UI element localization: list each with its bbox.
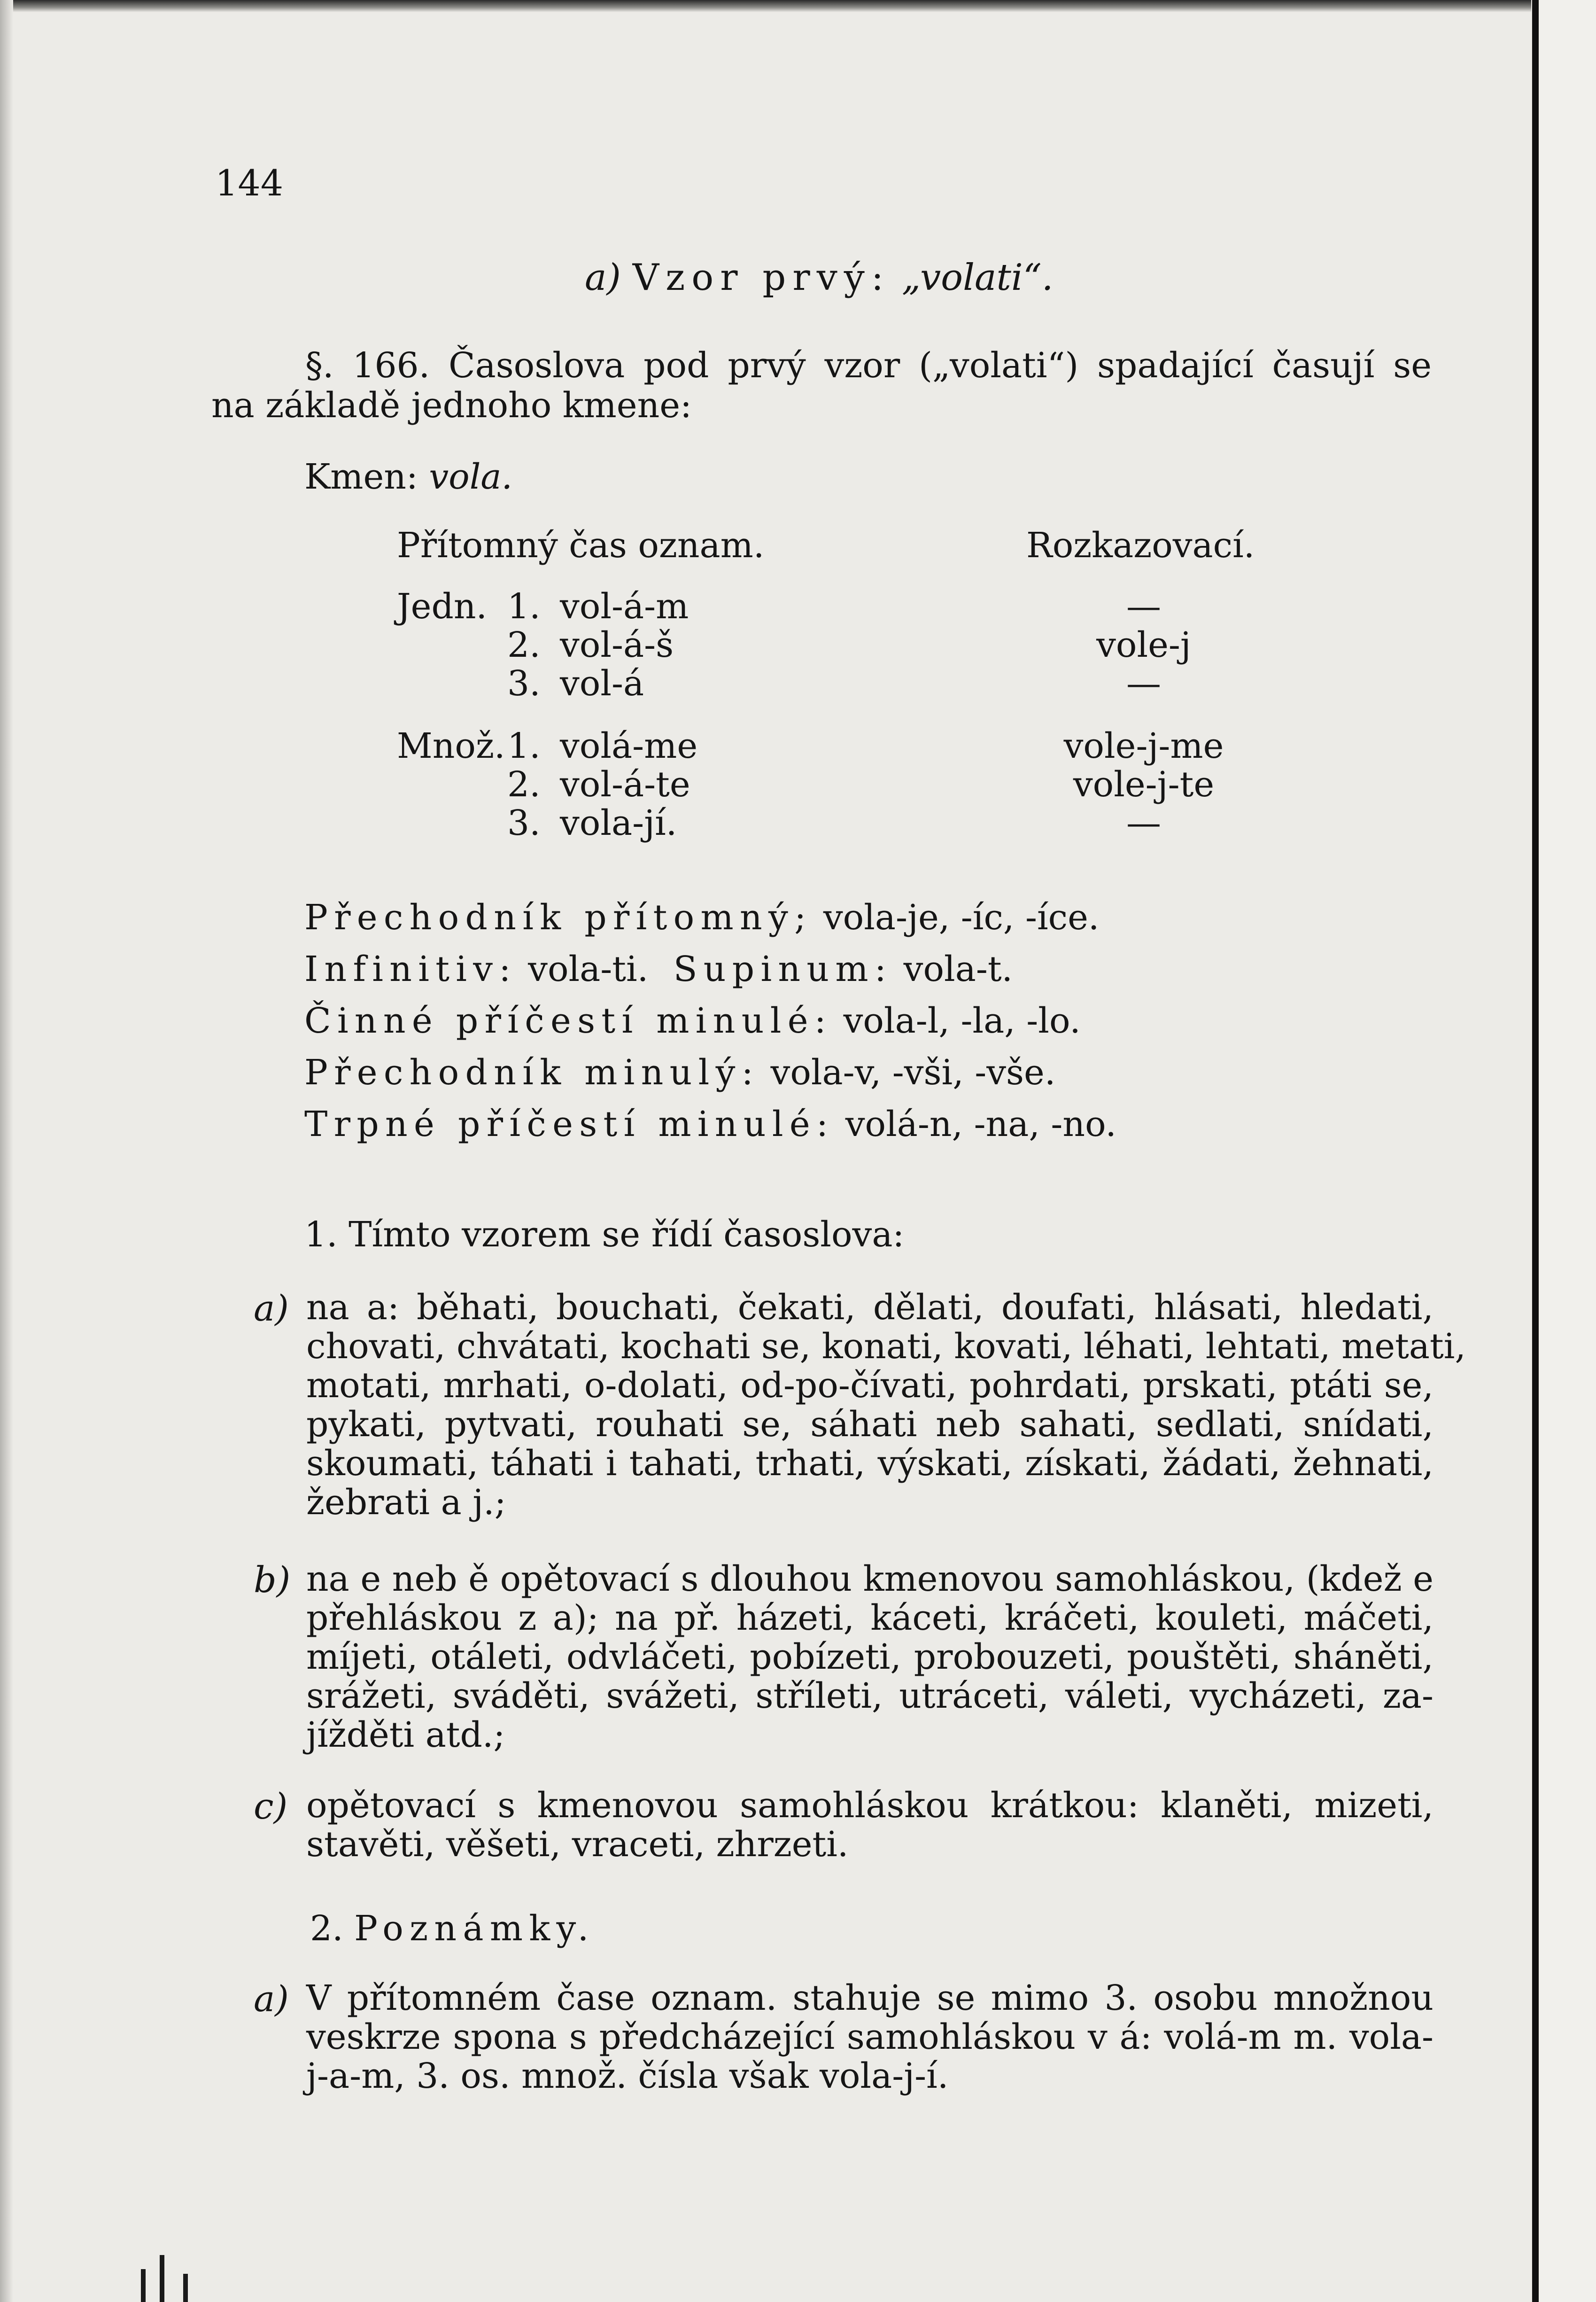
pl2-imperative: vole-j-te <box>1073 764 1215 805</box>
plural-label: Množ. <box>397 726 505 766</box>
item-marker: b) <box>254 1559 291 1601</box>
text-line: skoumati, táhati i tahati, trhati, výskati, získati, žádati, žehnati, <box>306 1443 1433 1484</box>
rule2-heading <box>310 1908 595 1949</box>
binding-marks <box>132 2246 225 2302</box>
heading-example: „volati“. <box>902 257 1054 299</box>
form-value: vola-l, -la, -lo. <box>843 1001 1081 1041</box>
form-label: Přechodník minulý: <box>304 1052 759 1093</box>
section-heading <box>585 257 1054 299</box>
text-line: pykati, pytvati, rouhati se, sáhati neb sahati, sedlati, snídati, <box>306 1404 1433 1445</box>
heading-label: a) <box>585 257 621 299</box>
form-row <box>304 949 1013 989</box>
page-margin-right <box>1539 0 1596 2302</box>
singular-label: Jedn. <box>397 586 488 627</box>
rule2-title: Poznámky. <box>354 1908 595 1949</box>
sg2-present: vol-á-š <box>560 625 674 665</box>
sg3-imperative: — <box>1126 663 1161 704</box>
item-marker: a) <box>254 1978 289 2020</box>
sg2-imperative: vole-j <box>1096 625 1191 665</box>
imperative-header: Rozkazovací. <box>1026 525 1255 566</box>
page-right-edge <box>1532 0 1539 2302</box>
text-line: na e neb ě opětovací s dlouhou kmenovou samohláskou, (kdež e <box>306 1559 1433 1599</box>
text-line: V přítomném čase oznam. stahuje se mimo 3. osobu množnou <box>306 1978 1433 2018</box>
form-value-2: vola-t. <box>903 949 1013 989</box>
pl3-imperative: — <box>1126 803 1161 843</box>
text-line: žebrati a j.; <box>306 1482 506 1523</box>
stem-line <box>304 457 512 497</box>
intro-line-1: §. 166. Časoslova pod prvý vzor („volati“) spadající časují se <box>305 345 1432 386</box>
form-row <box>304 897 1099 938</box>
form-value: vola-ti. <box>528 949 649 989</box>
text-line: přehláskou z a); na př. házeti, káceti, kráčeti, kouleti, máčeti, <box>306 1598 1433 1638</box>
form-value: volá-n, -na, -no. <box>845 1104 1116 1144</box>
text-line: j-a-m, 3. os. množ. čísla však vola-j-í. <box>306 2056 949 2096</box>
page-number: 144 <box>215 162 284 204</box>
sg1-person: 1. <box>507 586 541 627</box>
item-marker: c) <box>254 1785 288 1827</box>
page-left-edge <box>0 0 13 2302</box>
pl1-present: volá-me <box>560 726 698 766</box>
page-top-edge <box>0 0 1531 12</box>
sg3-person: 3. <box>507 663 541 704</box>
pl1-imperative: vole-j-me <box>1063 726 1224 766</box>
form-label: Činné příčestí minulé: <box>304 1001 833 1041</box>
sg2-person: 2. <box>507 625 541 665</box>
pl3-present: vola-jí. <box>560 803 677 843</box>
heading-title: Vzor prvý: <box>632 257 891 299</box>
form-label: Přechodník přítomný; <box>304 897 813 938</box>
text-line: veskrze spona s předcházející samohláskou v á: volá-m m. vola- <box>306 2017 1433 2057</box>
form-row <box>304 1104 1116 1144</box>
sg3-present: vol-á <box>560 663 644 704</box>
text-line: stavěti, věšeti, vraceti, zhrzeti. <box>306 1824 849 1865</box>
text-line: chovati, chvátati, kochati se, konati, kovati, léhati, lehtati, metati, <box>306 1326 1466 1367</box>
sg1-imperative: — <box>1126 586 1161 627</box>
pl1-person: 1. <box>507 726 541 766</box>
sg1-present: vol-á-m <box>560 586 689 627</box>
text-line: jížděti atd.; <box>306 1715 505 1755</box>
form-value: vola-je, -íc, -íce. <box>823 897 1100 938</box>
form-value: vola-v, -vši, -vše. <box>770 1052 1056 1093</box>
form-row <box>304 1052 1055 1093</box>
intro-line-2: na základě jednoho kmene: <box>211 385 692 426</box>
rule1-heading: 1. Tímto vzorem se řídí časoslova: <box>304 1214 905 1255</box>
stem-label: Kmen: <box>304 457 418 497</box>
text-line: míjeti, otáleti, odvláčeti, pobízeti, probouzeti, pouštěti, sháněti, <box>306 1637 1433 1677</box>
pl2-present: vol-á-te <box>560 764 690 805</box>
text-line: srážeti, sváděti, svážeti, stříleti, utráceti, váleti, vycházeti, za- <box>306 1676 1433 1716</box>
text-line: opětovací s kmenovou samohláskou krátkou: klaněti, mizeti, <box>306 1785 1433 1826</box>
pl2-person: 2. <box>507 764 541 805</box>
stem-value: vola. <box>429 457 513 497</box>
form-label-2: Supinum: <box>673 949 893 989</box>
form-label: Infinitiv: <box>304 949 517 989</box>
pl3-person: 3. <box>507 803 541 843</box>
item-marker: a) <box>254 1287 289 1329</box>
text-line: motati, mrhati, o-dolati, od-po-čívati, pohrdati, prskati, ptáti se, <box>306 1365 1433 1406</box>
present-header: Přítomný čas oznam. <box>397 525 765 566</box>
text-line: na a: běhati, bouchati, čekati, dělati, doufati, hlásati, hledati, <box>306 1287 1433 1328</box>
form-row <box>304 1001 1081 1041</box>
rule2-number: 2. <box>310 1908 343 1949</box>
form-label: Trpné příčestí minulé: <box>304 1104 835 1144</box>
